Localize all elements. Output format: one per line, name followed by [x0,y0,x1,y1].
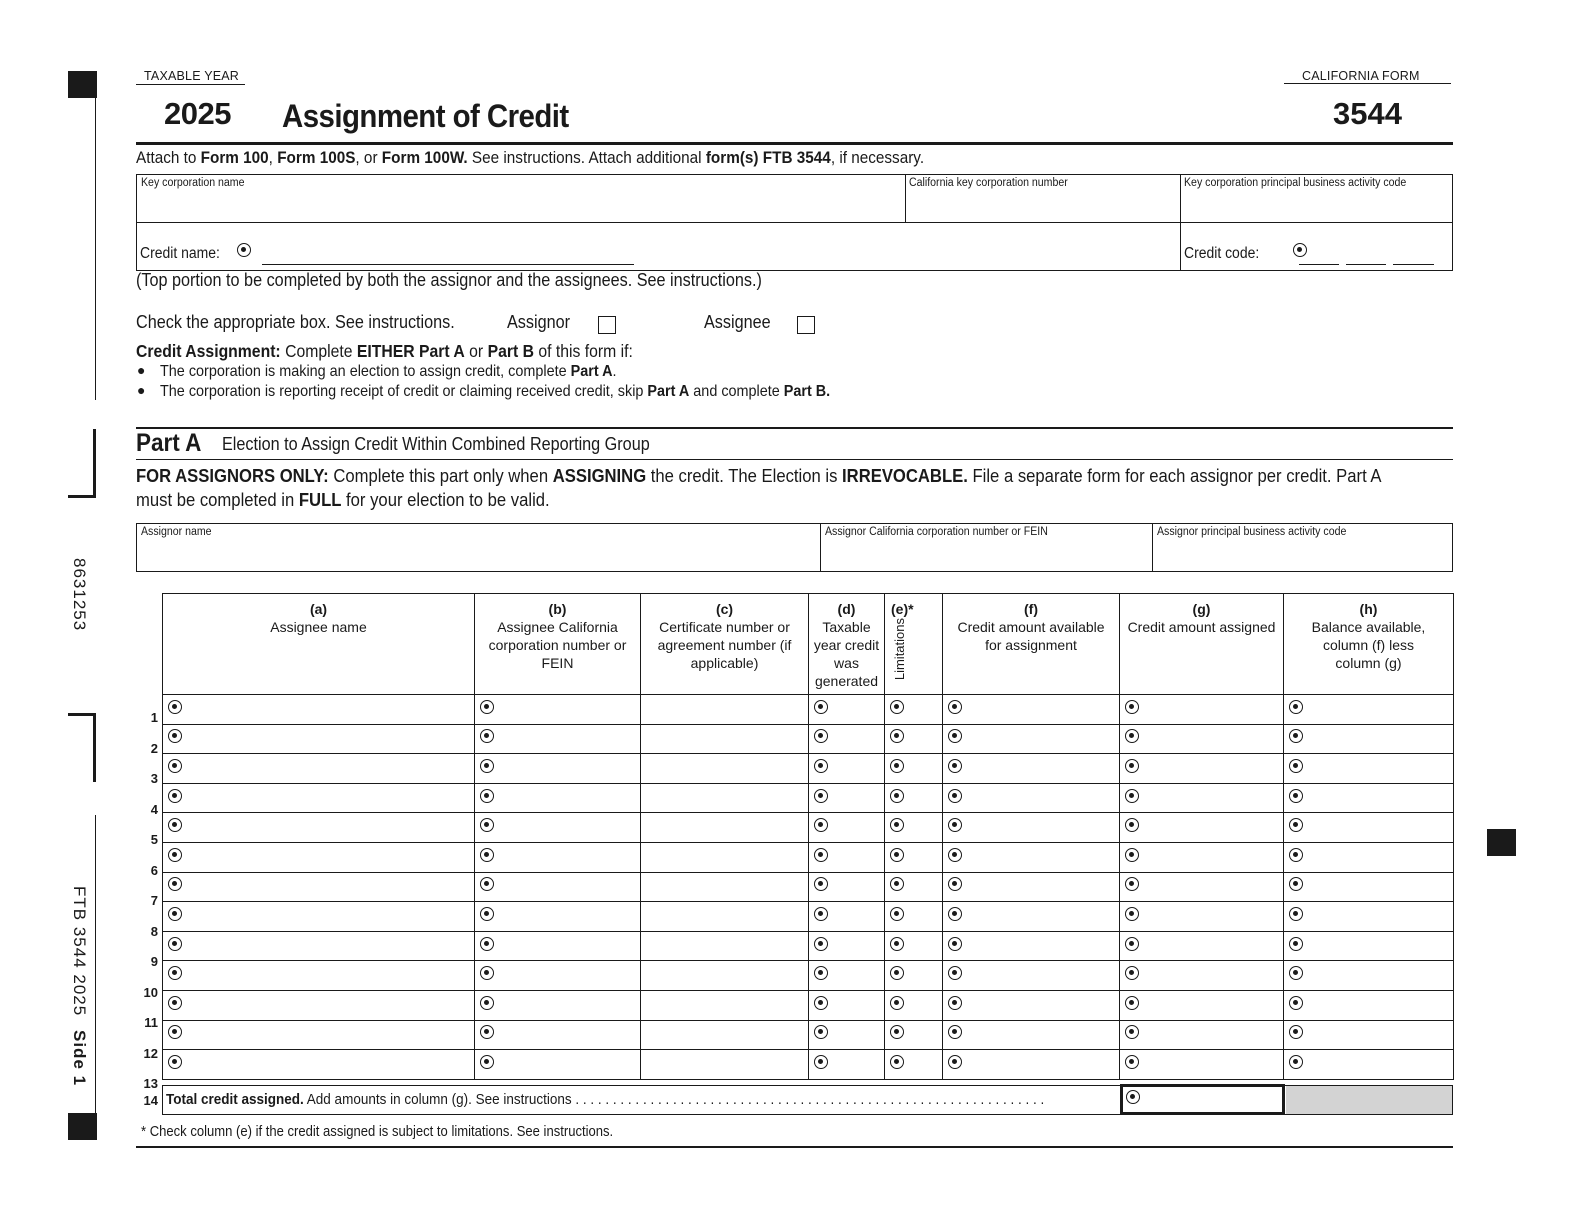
balance-available-field[interactable] [1284,783,1454,813]
field-indicator-icon [814,907,828,921]
field-indicator-icon [480,700,494,714]
row-number: 8 [150,923,158,939]
taxable-year-label: TAXABLE YEAR [136,69,245,85]
field-indicator-icon [890,937,904,951]
field-indicator-icon [890,848,904,862]
credit-available-field[interactable] [943,1020,1120,1050]
assignee-corp-number-field[interactable] [475,842,641,872]
field-indicator-icon [890,1055,904,1069]
credit-assigned-field[interactable] [1120,961,1284,991]
field-indicator-icon [948,966,962,980]
assignor-label: Assignor [507,312,571,332]
row-number: 7 [150,893,158,908]
taxable-year-field[interactable] [809,931,885,961]
assignee-name-field[interactable] [163,842,475,872]
assignee-corp-number-field[interactable] [475,872,641,902]
credit-assigned-field[interactable] [1120,783,1284,813]
credit-available-field[interactable] [943,961,1120,991]
footer-form-id: FTB 3544 2025 [70,886,89,1017]
col-c-header: (c) Certificate number or agreement number (if applicable) [641,594,809,695]
field-indicator-icon [1125,818,1139,832]
credit-assigned-field[interactable] [1120,813,1284,843]
table-row [163,754,1454,784]
barcode-number: 8631253 [70,558,89,632]
field-indicator-icon [814,1055,828,1069]
field-indicator-icon [948,937,962,951]
certificate-number-field[interactable] [641,1020,809,1050]
field-indicator-icon [1125,789,1139,803]
assignee-corp-number-field[interactable] [475,902,641,932]
assignee-corp-number-field[interactable] [475,961,641,991]
part-a-instructions-line1: FOR ASSIGNORS ONLY: Complete this part only when ASSIGNING the credit. The Election is IRREVOCABLE. File a separate form for each assignor per credit. Part A [136,465,1382,486]
certificate-number-field[interactable] [641,842,809,872]
field-indicator-icon [480,877,494,891]
field-indicator-icon [948,789,962,803]
field-indicator-icon [890,966,904,980]
assignee-corp-number-field[interactable] [475,754,641,784]
field-indicator-icon [1125,848,1139,862]
assignee-corp-number-field[interactable] [475,724,641,754]
assignee-name-field[interactable] [163,813,475,843]
field-indicator-icon [814,789,828,803]
limitations-field[interactable] [885,842,943,872]
margin-line-top [95,98,96,400]
field-indicator-icon [1125,966,1139,980]
row-number: 5 [150,832,158,847]
col-b-header: (b) Assignee California corporation number or FEIN [475,594,641,695]
field-indicator-icon [480,907,494,921]
field-indicator-icon [168,818,182,832]
total-row-number: 14 [143,1093,158,1108]
credit-available-field[interactable] [943,783,1120,813]
assignee-name-field[interactable] [163,961,475,991]
credit-available-field[interactable] [943,754,1120,784]
assignor-checkbox[interactable] [598,316,616,334]
credit-assigned-field[interactable] [1120,1050,1284,1080]
row-number: 2 [150,740,158,756]
field-indicator-icon [480,759,494,773]
margin-line-bottom [95,815,96,1113]
field-indicator-icon [814,996,828,1010]
field-indicator-icon [1289,1055,1303,1069]
field-indicator-icon [168,937,182,951]
field-indicator-icon [948,848,962,862]
taxable-year-field[interactable] [809,724,885,754]
table-row [163,842,1454,872]
taxable-year-field[interactable] [809,783,885,813]
assignee-label: Assignee [704,312,771,332]
col-f-header: (f) Credit amount available for assignment [943,594,1120,695]
assignee-name-field[interactable] [163,872,475,902]
table-row [163,783,1454,813]
field-indicator-icon [814,848,828,862]
balance-available-field[interactable] [1284,695,1454,725]
field-indicator-icon [948,1025,962,1039]
tax-year: 2025 [164,96,231,131]
field-indicator-icon [814,759,828,773]
california-form-label: CALIFORNIA FORM [1284,69,1451,84]
credit-available-field[interactable] [943,1050,1120,1080]
balance-available-field[interactable] [1284,724,1454,754]
form-title: Assignment of Credit [282,98,569,134]
row-number: 3 [150,771,158,786]
credit-available-field[interactable] [943,724,1120,754]
field-indicator-icon [168,996,182,1010]
footnote: * Check column (e) if the credit assigned is subject to limitations. See instructions. [141,1124,614,1140]
assignee-name-field[interactable] [163,754,475,784]
credit-assigned-field[interactable] [1120,724,1284,754]
row-number: 4 [150,801,158,817]
col-e-header: (e)* Limitations [885,594,943,695]
field-indicator-icon [814,877,828,891]
credit-name-indicator-icon [237,243,251,257]
balance-available-field[interactable] [1284,961,1454,991]
balance-available-field[interactable] [1284,902,1454,932]
assignee-name-field[interactable] [163,1020,475,1050]
credit-name-field[interactable] [262,246,634,265]
certificate-number-field[interactable] [641,990,809,1020]
registration-mark-top [68,71,97,98]
limitations-field[interactable] [885,813,943,843]
footer-rule [136,1146,1453,1148]
credit-available-field[interactable] [943,813,1120,843]
field-indicator-icon [1289,759,1303,773]
key-corp-number-field[interactable] [907,193,1178,221]
crop-mark-upper [93,429,96,498]
certificate-number-field[interactable] [641,902,809,932]
field-indicator-icon [948,729,962,743]
table-row [163,813,1454,843]
credit-available-field[interactable] [943,872,1120,902]
field-indicator-icon [1125,729,1139,743]
certificate-number-field[interactable] [641,872,809,902]
credit-available-field[interactable] [943,902,1120,932]
field-indicator-icon [1289,877,1303,891]
field-indicator-icon [1125,1055,1139,1069]
col-d-header: (d) Taxable year credit was generated [809,594,885,695]
field-indicator-icon [480,789,494,803]
field-indicator-icon [480,1025,494,1039]
assignee-corp-number-field[interactable] [475,813,641,843]
registration-mark-bottom [68,1113,97,1140]
taxable-year-field[interactable] [809,754,885,784]
field-indicator-icon [480,818,494,832]
taxable-year-field[interactable] [809,1050,885,1080]
row-number: 13 [143,1076,158,1091]
key-corp-activity-field[interactable] [1182,193,1452,221]
assignor-name-label: Assignor name [141,526,212,538]
credit-assigned-field[interactable] [1120,931,1284,961]
field-indicator-icon [814,1025,828,1039]
field-indicator-icon [1125,937,1139,951]
taxable-year-field[interactable] [809,902,885,932]
credit-code-field-1[interactable] [1299,246,1339,265]
credit-name-label: Credit name: [140,245,220,262]
limitations-field[interactable] [885,695,943,725]
assignee-checkbox[interactable] [797,316,815,334]
bullet-2: The corporation is reporting receipt of credit or claiming received credit, skip Part A and complete Part B. [160,383,831,400]
limitations-field[interactable] [885,754,943,784]
limitations-field[interactable] [885,931,943,961]
credit-available-field[interactable] [943,695,1120,725]
assignee-corp-number-field[interactable] [475,695,641,725]
certificate-number-field[interactable] [641,695,809,725]
registration-mark-right [1487,829,1516,856]
key-corp-activity-label: Key corporation principal business activity code [1184,177,1407,189]
field-indicator-icon [890,1025,904,1039]
field-indicator-icon [480,996,494,1010]
taxable-year-field[interactable] [809,990,885,1020]
check-box-instruction: Check the appropriate box. See instructions. [136,312,455,332]
credit-code-field-2[interactable] [1346,246,1386,265]
part-a-label: Part A [136,429,202,457]
certificate-number-field[interactable] [641,783,809,813]
row-number: 9 [150,954,158,969]
table-row [163,1020,1454,1050]
field-indicator-icon [1125,996,1139,1010]
taxable-year-field[interactable] [809,842,885,872]
assignor-activity-field[interactable] [1154,542,1452,570]
table-row [163,902,1454,932]
field-indicator-icon [1289,818,1303,832]
field-indicator-icon [1125,1025,1139,1039]
field-indicator-icon [480,848,494,862]
assignee-name-field[interactable] [163,902,475,932]
credit-assigned-field[interactable] [1120,842,1284,872]
col-g-header: (g) Credit amount assigned [1120,594,1284,695]
credit-assigned-field[interactable] [1120,990,1284,1020]
field-indicator-icon [1125,907,1139,921]
field-indicator-icon [168,789,182,803]
balance-available-field[interactable] [1284,1020,1454,1050]
balance-available-field[interactable] [1284,842,1454,872]
certificate-number-field[interactable] [641,754,809,784]
table-row [163,990,1454,1020]
header-rule [136,142,1453,145]
field-indicator-icon [1289,966,1303,980]
assignor-divider-v2 [1152,523,1153,572]
field-indicator-icon [948,818,962,832]
assignor-name-field[interactable] [137,542,818,570]
taxable-year-field[interactable] [809,1020,885,1050]
footer-side: Side 1 [70,1030,89,1087]
total-shaded-cell [1286,1086,1452,1114]
field-indicator-icon [948,1055,962,1069]
field-indicator-icon [168,877,182,891]
table-row [163,1050,1454,1080]
credit-available-field[interactable] [943,990,1120,1020]
field-indicator-icon [1289,789,1303,803]
assignee-name-field[interactable] [163,695,475,725]
credit-assigned-field[interactable] [1120,754,1284,784]
credit-code-label: Credit code: [1184,245,1260,262]
field-indicator-icon [168,1055,182,1069]
part-a-top-rule [136,427,1453,429]
bullet-1: The corporation is making an election to assign credit, complete Part A. [160,363,617,380]
credit-assigned-field[interactable] [1120,1020,1284,1050]
assignee-name-field[interactable] [163,724,475,754]
limitations-field[interactable] [885,783,943,813]
key-corp-divider-v2 [1180,174,1181,271]
balance-available-field[interactable] [1284,754,1454,784]
field-indicator-icon [1289,848,1303,862]
crop-mark-lower [93,713,96,782]
crop-mark-upper-foot [68,495,96,498]
taxable-year-field[interactable] [809,695,885,725]
balance-available-field[interactable] [1284,872,1454,902]
bullet-dot-2: ● [137,382,146,398]
assignee-table [162,593,1454,1080]
assignee-corp-number-field[interactable] [475,990,641,1020]
field-indicator-icon [168,700,182,714]
field-indicator-icon [168,966,182,980]
field-indicator-icon [814,729,828,743]
limitations-field[interactable] [885,872,943,902]
assignee-corp-number-field[interactable] [475,783,641,813]
certificate-number-field[interactable] [641,724,809,754]
taxable-year-field[interactable] [809,961,885,991]
assignee-corp-number-field[interactable] [475,1050,641,1080]
certificate-number-field[interactable] [641,813,809,843]
field-indicator-icon [168,907,182,921]
balance-available-field[interactable] [1284,813,1454,843]
table-row [163,872,1454,902]
taxable-year-field[interactable] [809,872,885,902]
form-number: 3544 [1333,96,1402,131]
field-indicator-icon [948,759,962,773]
attach-instructions: Attach to Form 100, Form 100S, or Form 100W. See instructions. Attach additional form(s) FTB 3544, if necessary. [136,148,925,167]
top-portion-note: (Top portion to be completed by both the assignor and the assignees. See instructions.) [136,270,762,290]
field-indicator-icon [1289,907,1303,921]
field-indicator-icon [1289,996,1303,1010]
field-indicator-icon [1289,700,1303,714]
assignee-name-field[interactable] [163,1050,475,1080]
field-indicator-icon [1125,700,1139,714]
assignor-divider-v1 [820,523,821,572]
limitations-field[interactable] [885,1050,943,1080]
credit-assigned-field[interactable] [1120,902,1284,932]
row-number: 11 [144,1015,158,1030]
assignee-name-field[interactable] [163,931,475,961]
table-row [163,931,1454,961]
field-indicator-icon [1125,877,1139,891]
field-indicator-icon [480,966,494,980]
limitations-field[interactable] [885,1020,943,1050]
field-indicator-icon [814,818,828,832]
field-indicator-icon [890,907,904,921]
credit-available-field[interactable] [943,931,1120,961]
field-indicator-icon [1289,937,1303,951]
part-a-instructions-line2: must be completed in FULL for your election to be valid. [136,489,550,510]
field-indicator-icon [814,966,828,980]
field-indicator-icon [890,759,904,773]
total-row-label: Total credit assigned. Add amounts in column (g). See instructions . . . . . . . . . . . . . . . . . . . . . . . . . . . . . . . . . . . . . . . . . . . . . . . . . . . . . . . . . . . . . . . [166,1091,1045,1108]
field-indicator-icon [814,700,828,714]
assignor-number-field[interactable] [822,542,1150,570]
table-row [163,695,1454,725]
assignor-number-label: Assignor California corporation number or FEIN [825,526,1048,538]
field-indicator-icon [948,877,962,891]
field-indicator-icon [948,700,962,714]
table-row [163,961,1454,991]
key-corp-divider-h [136,222,1453,223]
crop-mark-lower-head [68,713,96,716]
key-corp-name-label: Key corporation name [141,177,245,189]
key-corp-number-label: California key corporation number [909,177,1068,189]
limitations-field[interactable] [885,961,943,991]
field-indicator-icon [168,759,182,773]
field-indicator-icon [814,937,828,951]
field-indicator-icon [1289,729,1303,743]
table-row [163,724,1454,754]
bullet-dot-1: ● [137,362,146,378]
field-indicator-icon [168,729,182,743]
credit-assigned-field[interactable] [1120,695,1284,725]
certificate-number-field[interactable] [641,961,809,991]
total-credit-assigned-field[interactable] [1120,1084,1285,1115]
balance-available-field[interactable] [1284,931,1454,961]
limitations-field[interactable] [885,724,943,754]
part-a-bottom-rule [136,459,1453,460]
part-a-title: Election to Assign Credit Within Combined Reporting Group [222,434,650,454]
credit-assignment-heading: Credit Assignment: Complete EITHER Part A or Part B of this form if: [136,341,633,361]
certificate-number-field[interactable] [641,931,809,961]
balance-available-field[interactable] [1284,1050,1454,1080]
row-number: 6 [150,862,158,878]
assignor-activity-label: Assignor principal business activity code [1157,526,1347,538]
field-indicator-icon [890,818,904,832]
field-indicator-icon [480,1055,494,1069]
limitations-field[interactable] [885,902,943,932]
taxable-year-field[interactable] [809,813,885,843]
field-indicator-icon [948,996,962,1010]
field-indicator-icon [890,877,904,891]
field-indicator-icon [1289,1025,1303,1039]
limitations-label: Limitations [892,618,907,681]
field-indicator-icon [480,729,494,743]
assignee-corp-number-field[interactable] [475,931,641,961]
field-indicator-icon [948,907,962,921]
assignee-name-field[interactable] [163,783,475,813]
total-credit-indicator-icon [1126,1090,1140,1104]
row-number: 1 [150,710,158,725]
balance-available-field[interactable] [1284,990,1454,1020]
col-h-header: (h) Balance available, column (f) less column (g) [1284,594,1454,695]
assignee-corp-number-field[interactable] [475,1020,641,1050]
credit-available-field[interactable] [943,842,1120,872]
row-number: 12 [143,1045,158,1061]
field-indicator-icon [480,937,494,951]
certificate-number-field[interactable] [641,1050,809,1080]
col-a-header: (a) Assignee name [163,594,475,695]
limitations-field[interactable] [885,990,943,1020]
field-indicator-icon [890,789,904,803]
row-number: 10 [143,984,158,1000]
key-corp-divider-v1 [905,174,906,222]
field-indicator-icon [890,996,904,1010]
field-indicator-icon [1125,759,1139,773]
field-indicator-icon [168,848,182,862]
field-indicator-icon [168,1025,182,1039]
credit-code-field-3[interactable] [1393,246,1434,265]
assignee-name-field[interactable] [163,990,475,1020]
key-corp-name-field[interactable] [137,193,903,221]
field-indicator-icon [890,700,904,714]
field-indicator-icon [890,729,904,743]
credit-assigned-field[interactable] [1120,872,1284,902]
